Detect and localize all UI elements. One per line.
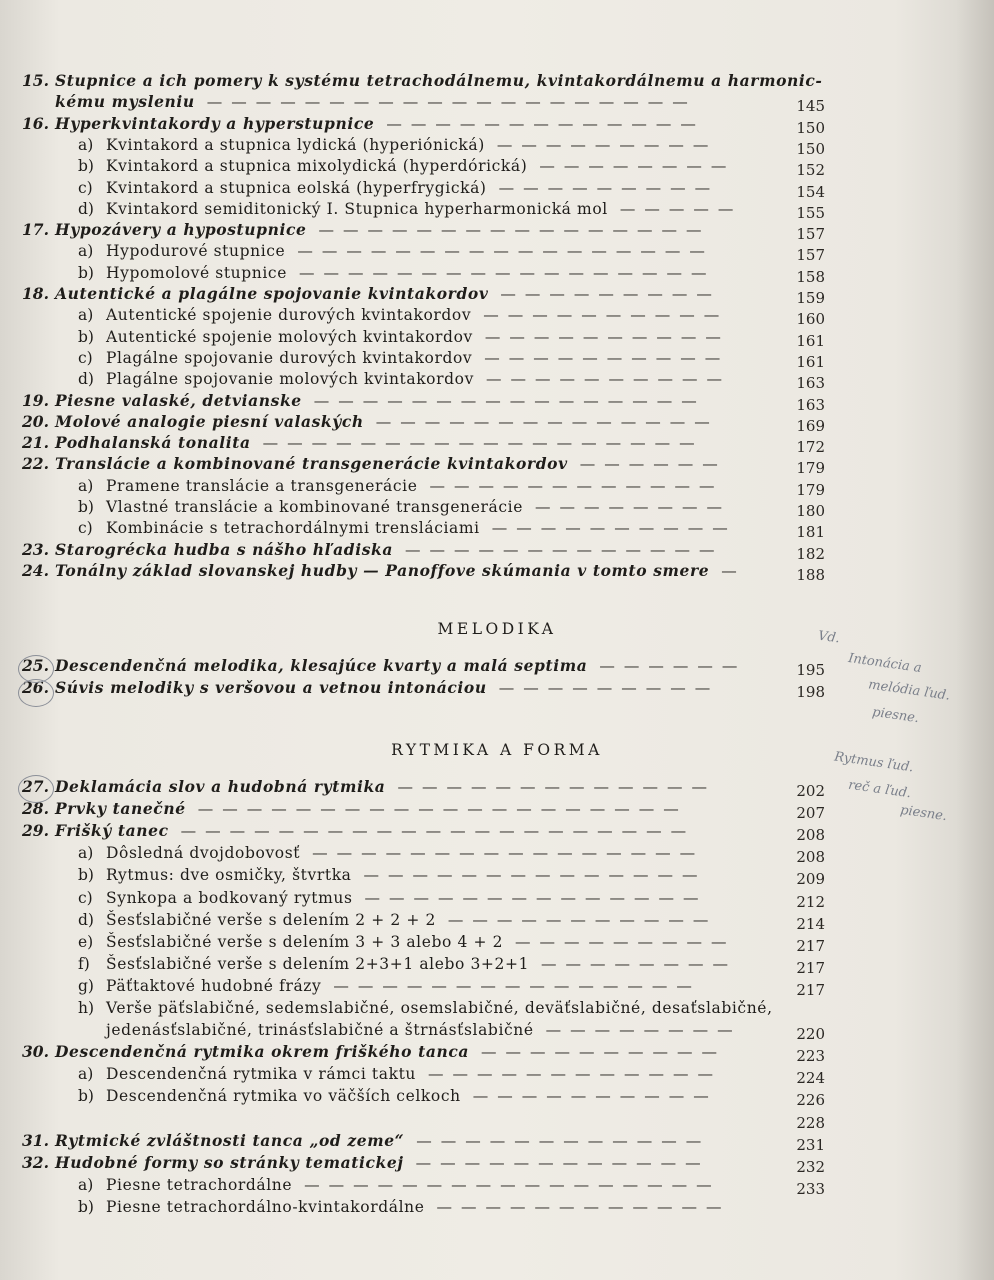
leader-dashes: —————————————— (375, 413, 719, 431)
toc-entry (22, 283, 782, 305)
toc-page-number: 198 (796, 683, 825, 701)
toc-entry (22, 134, 782, 156)
toc-page-number: 157 (796, 225, 825, 243)
leader-dashes: ——————————————— (333, 977, 701, 995)
leader-dashes: —————————— (472, 1087, 718, 1105)
handwritten-note: piesne. (871, 704, 920, 727)
toc-entry-title: Kvintakord a stupnica mixolydická (hyperdórická) (106, 157, 528, 175)
toc-entry-title: Rytmus: dve osmičky, štvrtka (106, 866, 352, 884)
toc-page-number: 223 (796, 1047, 825, 1065)
toc-page-number: 207 (796, 804, 825, 822)
toc-entry-title: Piesne valaské, detvianske (55, 391, 302, 410)
toc-entry (22, 1108, 782, 1130)
toc-page-number: 179 (796, 459, 825, 477)
toc-entry-title: Verše päťslabičné, sedemslabičné, osemslabičné, deväťslabičné, desaťslabičné, (106, 999, 773, 1017)
leader-dashes: ———————— (545, 1021, 742, 1039)
toc-entry (22, 655, 782, 677)
toc-entry-number: 16. (22, 114, 49, 133)
toc-entry-title: Dôsledná dvojdobovosť (106, 844, 301, 862)
toc-page-number: 169 (796, 417, 825, 435)
toc-entry (22, 975, 782, 997)
toc-entry-title: Súvis melodiky s veršovou a vetnou intonáciou (55, 678, 487, 697)
toc-entry-number: 20. (22, 412, 49, 431)
leader-dashes: ————————— (515, 933, 736, 951)
toc-page-number: 214 (796, 915, 825, 933)
toc-entry-title: Hyperkvintakordy a hyperstupnice (55, 114, 375, 133)
leader-dashes: ———————————————— (313, 392, 706, 410)
leader-dashes: —————————————————— (262, 434, 704, 452)
toc-entry (22, 931, 782, 953)
toc-page-number: 195 (796, 661, 825, 679)
toc-entry-title: Starogrécka hudba s nášho hľadiska (55, 540, 394, 559)
toc-page-number: 145 (796, 97, 825, 115)
toc-entry (22, 842, 782, 864)
leader-dashes: ———————————— (415, 1154, 710, 1172)
toc-page-number: 226 (796, 1091, 825, 1109)
leader-dashes: ———————————— (436, 1198, 731, 1216)
toc-page-number: 212 (796, 893, 825, 911)
toc-entry-number: b) (78, 264, 94, 282)
handwritten-note: Intonácia a (847, 650, 923, 677)
toc-entry-number: h) (78, 999, 95, 1017)
toc-entry-number: a) (78, 136, 94, 154)
toc-entry-title: Descendenčná rytmika okrem friškého tanca (55, 1042, 470, 1061)
toc-entry (22, 113, 782, 135)
toc-entry-number: a) (78, 242, 94, 260)
toc-entry (22, 677, 782, 699)
toc-entry (22, 517, 782, 539)
toc-entry-number: d) (78, 911, 94, 929)
leader-dashes: —————————— (485, 370, 731, 388)
toc-entry-title: Kvintakord a stupnica lydická (hyperiónická) (106, 136, 485, 154)
toc-entry-number: d) (78, 370, 94, 388)
toc-page-number: 157 (796, 246, 825, 264)
toc-entry-title: Descendenčná rytmika v rámci taktu (106, 1065, 416, 1083)
leader-dashes: ———————— (541, 955, 738, 973)
leader-dashes: ————————————————— (304, 1176, 721, 1194)
toc-page-number: 154 (796, 183, 825, 201)
toc-entry-number: 15. (22, 71, 49, 90)
toc-entry-title: Autentické spojenie molových kvintakordov (106, 328, 473, 346)
toc-entry-title: Hypozávery a hypostupnice (55, 220, 307, 239)
toc-entry-title: Vlastné translácie a kombinované transgenerácie (106, 498, 524, 516)
toc-entry-number: a) (78, 844, 94, 862)
toc-entry-title: Descendenčná rytmika vo väčších celkoch (106, 1087, 461, 1105)
leader-dashes: —————————— (484, 328, 730, 346)
toc-entry-title: Autentické spojenie durových kvintakordov (106, 306, 472, 324)
section-heading-melodika: MELODIKA (437, 620, 557, 638)
toc-entry-title: Päťtaktové hudobné frázy (106, 977, 322, 995)
toc-page-number: 179 (796, 481, 825, 499)
toc-entry-number: 32. (22, 1153, 49, 1172)
toc-page-number: 209 (796, 870, 825, 888)
leader-dashes: ———————————— (416, 1132, 711, 1150)
leader-dashes: —————————— (483, 306, 729, 324)
toc-page-number: 217 (796, 981, 825, 999)
toc-entry (22, 155, 782, 177)
leader-dashes: ———————————— (427, 1065, 722, 1083)
toc-entry (22, 1085, 782, 1107)
leader-dashes: — (721, 562, 746, 580)
toc-entry-title: Tonálny základ slovanskej hudby — Panoffove skúmania v tomto smere (55, 561, 710, 580)
toc-entry-title: Šesťslabičné verše s delením 3 + 3 alebo 4 + 2 (106, 933, 504, 951)
toc-entry-number: 30. (22, 1042, 49, 1061)
handwritten-note: Vd. (817, 628, 841, 647)
toc-entry (22, 390, 782, 412)
toc-entry (22, 1196, 782, 1218)
toc-entry-title: Frišký tanec (55, 821, 169, 840)
leader-dashes: ———————————————— (318, 221, 711, 239)
leader-dashes: ————————— (500, 285, 721, 303)
toc-entry-title: Rytmické zvláštnosti tanca „od zeme“ (55, 1131, 405, 1150)
toc-entry-number: c) (78, 179, 93, 197)
toc-page-number: 231 (796, 1136, 825, 1154)
leader-dashes: ———————— (535, 498, 732, 516)
toc-entry (22, 475, 782, 497)
toc-entry-title: Šesťslabičné verše s delením 2 + 2 + 2 (106, 911, 436, 929)
toc-entry-number: g) (78, 977, 94, 995)
toc-entry-title: Plagálne spojovanie molových kvintakordov (106, 370, 474, 388)
toc-entry-number: b) (78, 866, 94, 884)
handwritten-note: piesne. (899, 802, 948, 825)
toc-entry-number: c) (78, 519, 93, 537)
toc-entry-title: Synkopa a bodkovaný rytmus (106, 889, 353, 907)
toc-entry (22, 240, 782, 262)
toc-entry-title: Piesne tetrachordálne (106, 1176, 293, 1194)
handwritten-note: reč a ľud. (847, 777, 912, 802)
toc-entry (22, 776, 782, 798)
toc-entry (22, 177, 782, 199)
toc-entry (22, 1152, 782, 1174)
toc-entry-title: Prvky tanečné (55, 799, 186, 818)
leader-dashes: ———————————————————— (197, 800, 688, 818)
toc-entry-title: Pramene translácie a transgenerácie (106, 477, 418, 495)
leader-dashes: —————————————— (364, 889, 708, 907)
toc-page-number: 161 (796, 353, 825, 371)
toc-page-number: 180 (796, 502, 825, 520)
toc-entry-title: Hypodurové stupnice (106, 242, 286, 260)
leader-dashes: ———————— (539, 157, 736, 175)
toc-entry-number: b) (78, 157, 94, 175)
toc-entry-title: Stupnice a ich pomery k systému tetrachodálnemu, kvintakordálnemu a harmonic- (55, 71, 823, 90)
toc-page-number: 224 (796, 1069, 825, 1087)
leader-dashes: ————————————————————— (180, 822, 696, 840)
toc-entry (22, 560, 782, 582)
toc-page-number: 181 (796, 523, 825, 541)
toc-entry (22, 70, 823, 92)
toc-entry-number: a) (78, 477, 94, 495)
toc-entry-title: Translácie a kombinované transgenerácie kvintakordov (55, 454, 568, 473)
toc-entry (22, 539, 782, 561)
toc-entry-title: Hypomolové stupnice (106, 264, 287, 282)
toc-entry-number: 26. (22, 678, 49, 697)
toc-page-number: 228 (796, 1114, 825, 1132)
leader-dashes: ———————————————— (312, 844, 705, 862)
handwritten-note: Rytmus ľud. (833, 749, 915, 776)
leader-dashes: ————————————— (386, 115, 705, 133)
toc-entry (22, 887, 782, 909)
leader-dashes: —————— (579, 455, 727, 473)
toc-page-number: 202 (796, 782, 825, 800)
toc-entry-number: 27. (22, 777, 49, 796)
toc-entry (22, 262, 782, 284)
toc-entry (22, 1019, 782, 1041)
toc-entry-number: 18. (22, 284, 49, 303)
leader-dashes: ———————————————————— (206, 93, 697, 111)
toc-entry-number: b) (78, 328, 94, 346)
toc-page-number: 158 (796, 268, 825, 286)
toc-entry (22, 1174, 782, 1196)
toc-entry (22, 198, 782, 220)
toc-entry-number: a) (78, 306, 94, 324)
toc-entry-title: Kvintakord a stupnica eolská (hyperfrygická) (106, 179, 487, 197)
toc-entry (22, 953, 782, 975)
toc-entry (22, 304, 782, 326)
toc-entry-title: Piesne tetrachordálno-kvintakordálne (106, 1198, 425, 1216)
toc-page-number: 188 (796, 566, 825, 584)
toc-entry (22, 1041, 782, 1063)
toc-entry-number: 17. (22, 220, 49, 239)
toc-entry-title: Plagálne spojovanie durových kvintakordov (106, 349, 473, 367)
toc-entry (22, 347, 782, 369)
toc-page-number: 150 (796, 140, 825, 158)
toc-entry (22, 864, 782, 886)
toc-entry-number: b) (78, 498, 94, 516)
toc-page-number: 161 (796, 332, 825, 350)
toc-page-number: 233 (796, 1180, 825, 1198)
pencil-circle-mark (18, 679, 54, 707)
toc-page-number: 159 (796, 289, 825, 307)
toc-entry-number: 21. (22, 433, 49, 452)
toc-entry-number: f) (78, 955, 90, 973)
toc-page-number: 232 (796, 1158, 825, 1176)
toc-entry-number: 19. (22, 391, 49, 410)
toc-entry-number: a) (78, 1065, 94, 1083)
toc-entry-title: Deklamácia slov a hudobná rytmika (55, 777, 386, 796)
toc-entry-number: 29. (22, 821, 49, 840)
toc-entry (22, 496, 782, 518)
toc-page-number: 208 (796, 826, 825, 844)
toc-entry (22, 820, 782, 842)
toc-entry (22, 326, 782, 348)
toc-entry (22, 798, 782, 820)
toc-entry-title: Šesťslabičné verše s delením 2+3+1 alebo 3+2+1 (106, 955, 530, 973)
leader-dashes: —————————— (491, 519, 737, 537)
leader-dashes: ————————————————— (298, 264, 716, 282)
toc-entry-number: c) (78, 349, 93, 367)
toc-entry-title: jedenásťslabičné, trinásťslabičné a štrnásťslabičné (106, 1021, 534, 1039)
toc-entry-number: b) (78, 1087, 94, 1105)
toc-entry-number: 25. (22, 656, 49, 675)
toc-entry-number: a) (78, 1176, 94, 1194)
toc-entry (22, 411, 782, 433)
toc-page-number: 220 (796, 1025, 825, 1043)
toc-page-number: 150 (796, 119, 825, 137)
toc-page-number: 152 (796, 161, 825, 179)
toc-entry-title: Autentické a plagálne spojovanie kvintakordov (55, 284, 489, 303)
leader-dashes: —————————————— (363, 866, 707, 884)
toc-page-number: 182 (796, 545, 825, 563)
toc-entry-title: Hudobné formy so stránky tematickej (55, 1153, 404, 1172)
leader-dashes: ————————————— (405, 541, 724, 559)
toc-entry-number: 22. (22, 454, 49, 473)
leader-dashes: —————————— (481, 1043, 727, 1061)
toc-page-number: 172 (796, 438, 825, 456)
toc-page-number: 217 (796, 959, 825, 977)
toc-entry (22, 1130, 782, 1152)
toc-entry-title: kému mysleniu (55, 92, 195, 111)
toc-page-number: 163 (796, 374, 825, 392)
leader-dashes: ————————— (498, 679, 720, 697)
section-heading-rytmika: RYTMIKA A FORMA (391, 741, 603, 759)
toc-entry (22, 997, 782, 1019)
leader-dashes: ————— (619, 200, 743, 218)
toc-entry-number: 31. (22, 1131, 49, 1150)
toc-entry-title: Podhalanská tonalita (55, 433, 251, 452)
leader-dashes: ——————————— (447, 911, 718, 929)
leader-dashes: ———————————— (429, 477, 724, 495)
leader-dashes: —————————— (484, 349, 730, 367)
toc-entry (22, 368, 782, 390)
toc-page-number: 160 (796, 310, 825, 328)
toc-page-number: 163 (796, 396, 825, 414)
toc-entry-number: b) (78, 1198, 94, 1216)
toc-entry-number: 24. (22, 561, 49, 580)
toc-page-number: 217 (796, 937, 825, 955)
toc-entry-title: Kombinácie s tetrachordálnymi trensláciami (106, 519, 480, 537)
toc-entry-title: Kvintakord semiditonický I. Stupnica hyperharmonická mol (106, 200, 608, 218)
toc-entry (22, 432, 782, 454)
toc-entry-number: 28. (22, 799, 49, 818)
toc-entry-title: Molové analogie piesní valaských (55, 412, 364, 431)
leader-dashes: —————— (599, 657, 747, 675)
toc-entry-number: c) (78, 889, 93, 907)
toc-entry (22, 219, 782, 241)
toc-entry-title: Descendenčná melodika, klesajúce kvarty a malá septima (55, 656, 588, 675)
toc-page-number: 208 (796, 848, 825, 866)
toc-entry (22, 453, 782, 475)
pencil-circle-mark (18, 775, 54, 803)
toc-entry (22, 91, 782, 113)
toc-entry-number: 23. (22, 540, 49, 559)
toc-entry (22, 1063, 782, 1085)
toc-entry-number: e) (78, 933, 94, 951)
leader-dashes: ————————————————— (297, 242, 714, 260)
leader-dashes: ————————— (496, 136, 718, 154)
toc-page-number: 155 (796, 204, 825, 222)
handwritten-note: melódia ľud. (867, 677, 952, 704)
toc-entry-number: d) (78, 200, 94, 218)
leader-dashes: ————————————— (397, 778, 716, 796)
leader-dashes: ————————— (498, 179, 720, 197)
toc-entry (22, 909, 782, 931)
